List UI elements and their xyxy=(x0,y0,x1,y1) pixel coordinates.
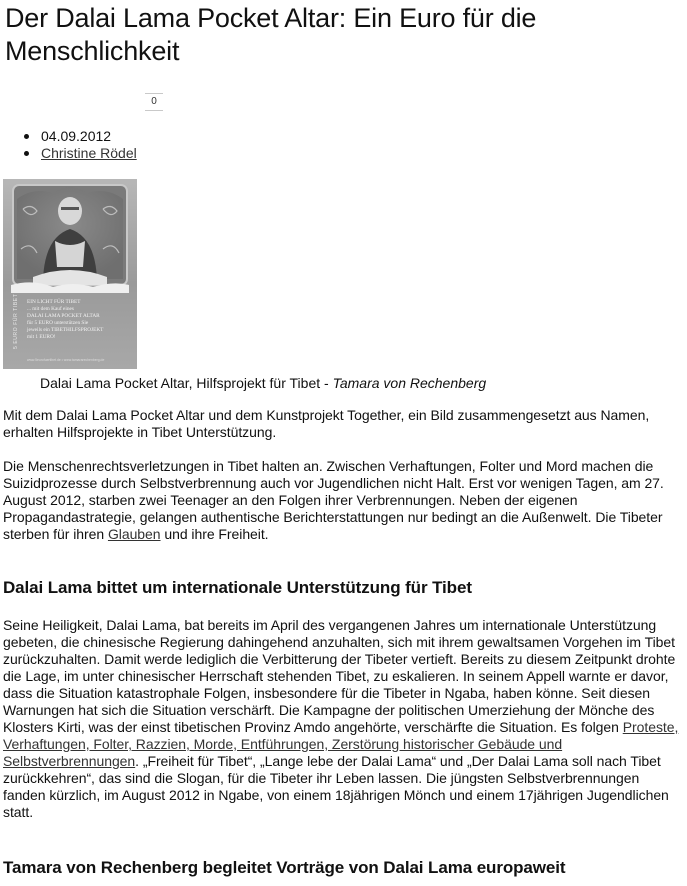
dalai-lama-appeal-paragraph xyxy=(3,617,683,821)
glauben-link[interactable]: Glauben xyxy=(107,526,161,542)
article-date-text: 04.09.2012 xyxy=(41,128,112,144)
section-heading-international-support: Dalai Lama bittet um internationale Unterstützung für Tibet xyxy=(3,578,472,597)
human-rights-text-before: Die Menschenrechtsverletzungen in Tibet halten an. Zwischen Verhaftungen, Folter und Mord machen die Suizidprozesse durch Selbstverbrennung auch vor Jugendlichen nicht Halt. Erst vor wenigen Tagen, am 27. August 2012, starben zwei Teenager an den Folgen ihrer Verbrennungen. Neben der eigenen Propagandastrategie, gelangen authentische Berichterstattungen nur bedingt an die Außenwelt. Die Tibeter sterben für ihren xyxy=(3,458,664,542)
article-author xyxy=(23,145,137,162)
intro-paragraph: Mit dem Dalai Lama Pocket Altar und dem Kunstprojekt Together, ein Bild zusammengesetzt aus Namen, erhalten Hilfsprojekte in Tibet Unterstützung. xyxy=(3,407,650,440)
pocket-altar-poster-image[interactable] xyxy=(3,179,137,369)
protests-link[interactable]: Proteste, Verhaftungen, Folter, Razzien, Morde, Entführungen, Zerstörung historischer Gebäude und Selbstverbrennungen xyxy=(3,719,679,769)
poster-line-3: DALAI LAMA POCKET ALTAR xyxy=(27,313,100,319)
author-link[interactable]: Christine Rödel xyxy=(41,145,137,161)
section-heading-rechenberg-lectures: Tamara von Rechenberg begleitet Vorträge von Dalai Lama europaweit xyxy=(3,858,566,877)
article-date xyxy=(23,128,137,145)
image-caption-text: Dalai Lama Pocket Altar, Hilfsprojekt für Tibet - xyxy=(40,375,333,391)
appeal-text-before: Seine Heiligkeit, Dalai Lama, bat bereits im April des vergangenen Jahres um internationale Unterstützung gebeten, die chinesische Regierung dahingehend anzuhalten, sich mit ihrem gewaltsamen Vorgehen im Tibet zurückzuhalten. Damit werde lediglich die Verbitterung der Tibeter vertieft. Bereits zu diesem Zeitpunkt drohte die Lage, im unter chinesischer Herrschaft stehenden Tibet, zu eskalieren. In seinem Appell warnte er davor, dass die Situation katastrophale Folgen, insbesondere für die Tibeter in Ngaba, haben könne. Seit diesen Warnungen hat sich die Situation verschärft. Die Kampagne der politischen Umerziehung der Mönche des Klosters Kirti, was der einst tibetischen Provinz Amdo angehörte, verschärfte die Situation. Es folgen xyxy=(3,617,676,735)
image-caption-credit: Tamara von Rechenberg xyxy=(332,375,487,391)
poster-line-4: für 5 EURO unterstützen Sie xyxy=(27,320,89,326)
poster-footer-text: www.5eurofuertibet.de • www.tamararechenberg.de xyxy=(27,358,105,362)
poster-line-2: ... mit dem Kauf eines xyxy=(27,306,74,312)
poster-line-5: jeweils ein TIBETHILFSPROJEKT xyxy=(27,327,104,333)
comment-count-badge[interactable]: 0 xyxy=(145,93,163,111)
human-rights-paragraph xyxy=(3,458,683,543)
article-title: Der Dalai Lama Pocket Altar: Ein Euro für die Menschlichkeit xyxy=(5,3,537,66)
poster-side-text: 5 EURO FÜR TIBET xyxy=(13,293,19,349)
poster-line-1: EIN LICHT FÜR TIBET xyxy=(27,299,81,305)
image-caption xyxy=(40,375,486,392)
human-rights-text-after: und ihre Freiheit. xyxy=(160,526,269,542)
poster-line-6: mit 1 EURO! xyxy=(27,334,56,340)
appeal-text-after: . „Freiheit für Tibet“, „Lange lebe der Dalai Lama“ und „Der Dalai Lama soll nach Tibet zurückkehren“, das sind die Slogan, für die Tibeter ihr Leben lassen. Die jüngsten Selbstverbrennungen fanden kürzlich, im August 2012 in Ngabe, von einem 18jährigen Mönch und einem 17jährigen Jugendlichen statt. xyxy=(3,753,669,820)
article-meta-list xyxy=(23,128,137,162)
